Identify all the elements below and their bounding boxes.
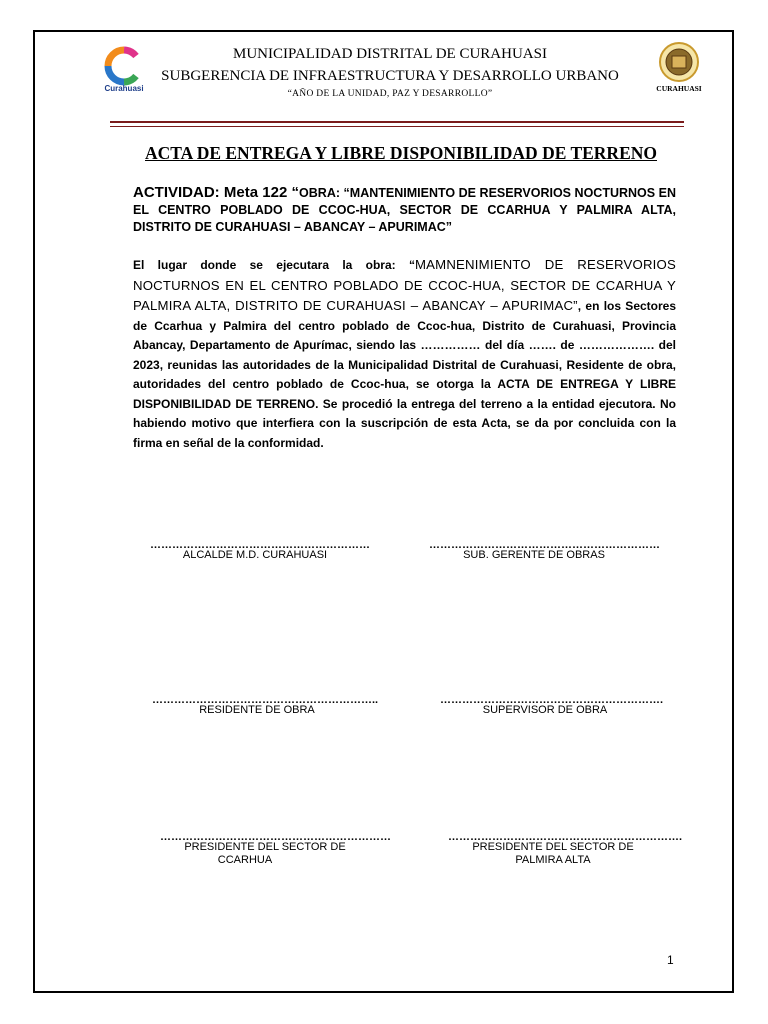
signature-line: ……………………………………………………… bbox=[429, 539, 660, 551]
signature-label: SUPERVISOR DE OBRA bbox=[482, 704, 608, 716]
municipality-logo bbox=[98, 44, 150, 96]
svg-text:CURAHUASI: CURAHUASI bbox=[656, 84, 702, 93]
body-paragraph bbox=[133, 255, 676, 453]
signature-presidente-ccarhua bbox=[160, 831, 391, 867]
signature-residente bbox=[152, 694, 379, 717]
signature-subgerente bbox=[429, 539, 660, 562]
signature-line: ………………………………………………………. bbox=[448, 831, 683, 843]
signature-alcalde bbox=[150, 539, 370, 562]
document-title: ACTA DE ENTREGA Y LIBRE DISPONIBILIDAD DE TERRENO bbox=[145, 143, 657, 163]
signature-label: PRESIDENTE DEL SECTOR DE bbox=[184, 841, 346, 853]
header-municipality-name: MUNICIPALIDAD DISTRITAL DE CURAHUASI bbox=[233, 46, 547, 62]
signature-supervisor bbox=[440, 694, 664, 717]
activity-paragraph bbox=[133, 184, 676, 236]
activity-text: OBRA: “MANTENIMIENTO DE RESERVORIOS NOCTURNOS EN EL CENTRO POBLADO DE CCOC-HUA, SECTOR DE CCARHUA Y PALMIRA ALTA, DISTRITO DE CURAHUASI – ABANCAY – APURIMAC” bbox=[133, 186, 676, 234]
signature-label: RESIDENTE DE OBRA bbox=[199, 704, 315, 716]
district-seal bbox=[648, 40, 710, 96]
signature-label: SUB. GERENTE DE OBRAS bbox=[463, 549, 605, 561]
body-work-name: MAMNENIMIENTO DE RESERVORIOS NOCTURNOS EN EL CENTRO POBLADO DE CCOC-HUA, SECTOR DE CCARHUA Y PALMIRA ALTA, DISTRITO DE CURAHUASI – ABANCAY – APURIMAC” bbox=[133, 257, 676, 313]
signature-presidente-palmira bbox=[448, 831, 683, 867]
header-rule-thick bbox=[110, 121, 684, 123]
signature-line: …………………………………………………….. bbox=[152, 694, 379, 706]
svg-text:Curahuasi: Curahuasi bbox=[104, 84, 144, 93]
header-subgerencia: SUBGERENCIA DE INFRAESTRUCTURA Y DESARROLLO URBANO bbox=[161, 68, 619, 84]
body-rest: , en los Sectores de Ccarhua y Palmira del centro poblado de Ccoc-hua, Distrito de Curahuasi, Provincia Abancay, Departamento de Apurímac, siendo las …………… del día ……. de ………………. del 2023, reunidas las autoridades de la Municipalidad Distrital de Curahuasi, Residente de obra, autoridades del centro poblado de Ccoc-hua, se otorga la ACTA DE ENTREGA Y LIBRE DISPONIBILIDAD DE TERRENO. Se procedió la entrega del terreno a la entidad ejecutora. No habiendo motivo que interfiera con la suscripción de esta Acta, se da por concluida con la firma en señal de la conformidad. bbox=[133, 299, 677, 450]
signature-label-2: PALMIRA ALTA bbox=[515, 854, 591, 866]
signature-label: PRESIDENTE DEL SECTOR DE bbox=[472, 841, 634, 853]
body-lead: El lugar donde se ejecutara la obra: “ bbox=[133, 258, 415, 272]
activity-lead: ACTIVIDAD: Meta 122 “ bbox=[133, 184, 300, 201]
header-rule-thin bbox=[110, 126, 684, 127]
signature-label: ALCALDE M.D. CURAHUASI bbox=[182, 549, 328, 561]
signature-line: …………………………………………………… bbox=[150, 539, 370, 551]
signature-line: ……………………………………………………… bbox=[160, 831, 391, 843]
header-motto: “AÑO DE LA UNIDAD, PAZ Y DESARROLLO” bbox=[287, 89, 493, 99]
page-number: 1 bbox=[667, 953, 674, 967]
signature-line: ……………………………………………………. bbox=[440, 694, 664, 706]
signature-label-2: CCARHUA bbox=[217, 854, 273, 866]
